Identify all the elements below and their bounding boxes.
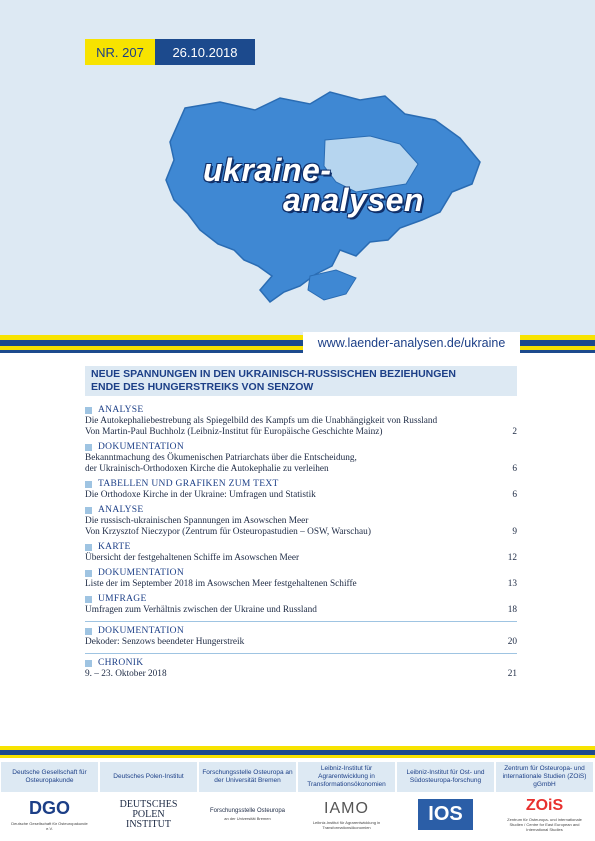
toc-line: Die Autokephaliebestrebung als Spiegelbild des Kampfs um die Unabhängigkeit von Russland [85,416,438,426]
bullet-square-icon [85,407,92,414]
partner-name: Leibniz-Institut für Ost- und Südosteuropa-forschung [397,762,494,792]
toc-page-number: 9 [512,527,517,537]
toc-entry[interactable] [85,658,517,680]
toc-page-number: 13 [507,579,517,589]
bullet-square-icon [85,596,92,603]
partner-name: Zentrum für Osteuropa- und internationale Studien (ZOiS) gGmbH [496,762,593,792]
partner-column [396,762,495,841]
toc-section-label: TABELLEN UND GRAFIKEN ZUM TEXT [98,479,279,489]
website-link[interactable]: www.laender-analysen.de/ukraine [303,332,520,354]
partner-logo-text: IAMO [324,799,369,817]
partner-logo[interactable] [99,792,198,837]
toc-section-label: DOKUMENTATION [98,568,184,578]
partner-name: Deutsches Polen-Institut [100,762,197,792]
toc-line: Übersicht der festgehaltenen Schiffe im Asowschen Meer [85,553,300,563]
toc-line: 9. – 23. Oktober 2018 [85,669,167,679]
bullet-square-icon [85,444,92,451]
partner-column [198,762,297,841]
partner-logo-subtitle: Zentrum für Osteuropa- und internationale Studien / Centre for East European and International Studies [507,817,582,832]
toc-page-number: 2 [512,427,517,437]
toc-line: Die russisch-ukrainischen Spannungen im Asowschen Meer [85,516,309,526]
bullet-square-icon [85,628,92,635]
toc-line: Die Orthodoxe Kirche in der Ukraine: Umfragen und Statistik [85,490,316,500]
toc-page-number: 20 [507,637,517,647]
partner-institutions [0,762,595,841]
toc-entry[interactable] [85,626,517,648]
toc-page-number: 6 [512,464,517,474]
toc-separator [85,621,517,622]
toc-section-type [85,505,517,516]
toc-section-type [85,626,517,637]
headline-line-2: ENDE DES HUNGERSTREIKS VON SENZOW [91,381,314,393]
toc-line: Dekoder: Senzows beendeter Hungerstreik [85,637,245,647]
toc-section-label: DOKUMENTATION [98,626,184,636]
partner-logo[interactable] [396,792,495,837]
partner-logo[interactable] [198,792,297,837]
toc-page-number: 18 [507,605,517,615]
partner-name: Deutsche Gesellschaft für Osteuropakunde [1,762,98,792]
bullet-square-icon [85,570,92,577]
partner-logo-subtitle: Leibniz-Institut für Agrarentwicklung in Transformationsökonomien [312,819,381,830]
toc-entry[interactable] [85,505,517,538]
toc-section-label: KARTE [98,542,131,552]
logo-ukraine: ukraine- [203,152,332,188]
toc-section-label: DOKUMENTATION [98,442,184,452]
issue-date: 26.10.2018 [155,39,255,65]
toc-line: Von Krzysztof Nieczypor (Zentrum für Osteuropastudien – OSW, Warschau) [85,527,371,537]
toc-section-type [85,568,517,579]
issue-number: NR. 207 [85,39,155,65]
partner-logo-text: DEUTSCHES POLEN INSTITUT [119,798,178,830]
toc-section-type [85,405,517,416]
toc-section-type [85,594,517,605]
issue-headline [85,366,517,396]
toc-section-type [85,658,517,669]
partner-logo-subtitle: an der Universität Bremen [224,816,271,821]
toc-line: der Ukrainisch-Orthodoxen Kirche die Autokephalie zu verleihen [85,464,329,474]
partner-logo-text: ZOiS [525,797,564,814]
partner-name: Forschungsstelle Osteuropa an der Universität Bremen [199,762,296,792]
toc-entry[interactable] [85,479,517,501]
toc-page-number: 21 [507,669,517,679]
table-of-contents [85,405,517,684]
toc-section-label: CHRONIK [98,658,144,668]
bullet-square-icon [85,481,92,488]
partner-logo[interactable] [495,792,594,837]
toc-separator [85,653,517,654]
toc-entry[interactable] [85,542,517,564]
cover-hero [0,0,595,335]
toc-line: Liste der im September 2018 im Asowschen Meer festgehaltenen Schiffe [85,579,357,589]
partner-column [0,762,99,841]
toc-line: Von Martin-Paul Buchholz (Leibniz-Institut für Europäische Geschichte Mainz) [85,427,383,437]
partner-name: Leibniz-Institut für Agrarentwicklung in Transformationsökonomien [298,762,395,792]
footer-stripe-yellow-2 [0,755,595,758]
toc-section-type [85,479,517,490]
partner-logo[interactable] [0,792,99,837]
toc-entry[interactable] [85,594,517,616]
toc-section-label: UMFRAGE [98,594,147,604]
toc-entry[interactable] [85,568,517,590]
toc-section-label: ANALYSE [98,505,144,515]
partner-logo-text: IOS [418,799,472,830]
partner-column [297,762,396,841]
bullet-square-icon [85,660,92,667]
partner-column [495,762,594,841]
toc-section-type [85,442,517,453]
toc-line: Bekanntmachung des Ökumenischen Patriarchats über die Entscheidung, [85,453,357,463]
toc-entry[interactable] [85,405,517,438]
toc-page-number: 6 [512,490,517,500]
toc-page-number: 12 [507,553,517,563]
partner-logo-text: DGO [28,798,70,818]
partner-logo[interactable] [297,792,396,837]
bullet-square-icon [85,544,92,551]
partner-logo-text: Forschungsstelle Osteuropa [209,808,286,814]
toc-section-type [85,542,517,553]
toc-line: Umfragen zum Verhältnis zwischen der Ukraine und Russland [85,605,317,615]
partner-column [99,762,198,841]
headline-line-1: NEUE SPANNUNGEN IN DEN UKRAINISCH-RUSSISCHEN BEZIEHUNGEN [91,368,457,380]
toc-section-label: ANALYSE [98,405,144,415]
logo-analysen: analysen [283,182,424,218]
toc-entry[interactable] [85,442,517,475]
bullet-square-icon [85,507,92,514]
partner-logo-subtitle: Deutsche Gesellschaft für Osteuropakunde e.V. [11,821,88,831]
